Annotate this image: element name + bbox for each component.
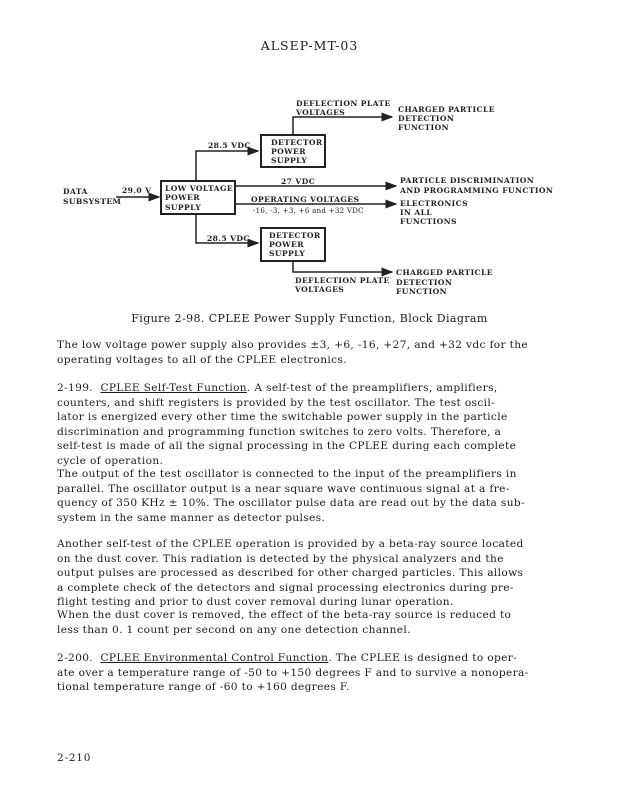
operating-voltages-label: OPERATING VOLTAGES (251, 195, 360, 204)
paragraph-dust-cover: When the dust cover is removed, the effect of the beta-ray source is reduced to less than 0. 1 count per second on any one detection channel. (57, 609, 512, 636)
top-dps-label-1: DETECTOR (271, 138, 323, 147)
paragraph-lvps-voltages: The low voltage power supply also provides ±3, +6, -16, +27, and +32 vdc for the operating voltages to all of the CPLEE electronics. (57, 339, 529, 366)
section-number: 2-199. (57, 382, 94, 394)
document-header-id: ALSEP-MT-03 (260, 38, 359, 53)
data-subsystem-label: DATA (63, 187, 88, 196)
electronics-label-1: ELECTRONICS (400, 199, 468, 208)
particle-disc-label-1: PARTICLE DISCRIMINATION (400, 176, 535, 185)
top-dest-label-3: FUNCTION (398, 123, 449, 132)
page-number: 2-210 (57, 752, 92, 764)
section-heading: CPLEE Environmental Control Function (100, 652, 329, 664)
bottom-dps-label-2: POWER (269, 240, 304, 249)
top-deflection-label-1: DEFLECTION PLATE (296, 99, 391, 108)
data-subsystem-label-2: SUBSYSTEM (63, 197, 122, 206)
paragraph-environmental-control: 2-200. CPLEE Environmental Control Function. The CPLEE is designed to oper- ate over a temperature range of -50 to +150 degrees F and to survive a nonopera- tional temperature range of -60 to +160 degrees F. (57, 652, 529, 694)
section-heading: CPLEE Self-Test Function (100, 382, 247, 394)
bottom-deflection-label-2: VOLTAGES (295, 285, 345, 294)
paragraph-beta-ray: Another self-test of the CPLEE operation is provided by a beta-ray source located on the dust cover. This radiation is detected by the physical analyzers and the output pulses are processed as described for other charged particles. This allows a complete check of the detectors and signal processing electronics during pre- flight testing and prior to dust cover removal during lunar operation. (57, 538, 524, 609)
bottom-dest-label-2: DETECTION (396, 278, 453, 287)
bottom-dest-label-1: CHARGED PARTICLE (396, 268, 493, 277)
lvps-label-3: SUPPLY (165, 203, 202, 212)
bottom-dps-label-1: DETECTOR (269, 231, 321, 240)
bottom-feed-voltage-label: 28.5 VDC (207, 234, 250, 243)
power-supply-block-diagram (0, 90, 619, 305)
operating-voltages-values: -16, -3, +3, +6 and +32 VDC (253, 207, 364, 215)
bottom-dps-label-3: SUPPLY (269, 249, 306, 258)
bottom-deflection-label-1: DEFLECTION PLATE (295, 276, 390, 285)
paragraph-test-oscillator: The output of the test oscillator is connected to the input of the preamplifiers in parallel. The oscillator output is a near square wave continuous signal at a fre- quency of 350 KHz ± 10%. The oscillator pulse data are read out by the data sub- system in the same manner as detector pulses. (57, 468, 525, 524)
top-dps-label-3: SUPPLY (271, 156, 308, 165)
27vdc-label: 27 VDC (281, 177, 316, 186)
top-feed-voltage-label: 28.5 VDC (208, 141, 251, 150)
paragraph-self-test: 2-199. CPLEE Self-Test Function. A self-test of the preamplifiers, amplifiers, counters, and shift registers is provided by the test oscillator. The test oscil- lator is energized every other time the switchable power supply in the particle discrimination and programming function switches to zero volts. Therefore, a self-test is made of all the signal processing in the CPLEE during each complete cycle of operation. (57, 382, 517, 467)
electronics-label-3: FUNCTIONS (400, 217, 457, 226)
top-dps-label-2: POWER (271, 147, 306, 156)
top-dest-label-1: CHARGED PARTICLE (398, 105, 495, 114)
top-deflection-label-2: VOLTAGES (296, 108, 346, 117)
section-number: 2-200. (57, 652, 94, 664)
electronics-label-2: IN ALL (400, 208, 433, 217)
input-voltage-label: 29.0 V (122, 186, 152, 195)
lvps-label-2: POWER (165, 193, 200, 202)
top-dest-label-2: DETECTION (398, 114, 455, 123)
particle-disc-label-2: AND PROGRAMMING FUNCTION (400, 186, 554, 195)
bottom-dest-label-3: FUNCTION (396, 287, 447, 296)
figure-caption: Figure 2-98. CPLEE Power Supply Function, Block Diagram (131, 312, 488, 325)
lvps-label-1: LOW VOLTAGE (165, 184, 234, 193)
